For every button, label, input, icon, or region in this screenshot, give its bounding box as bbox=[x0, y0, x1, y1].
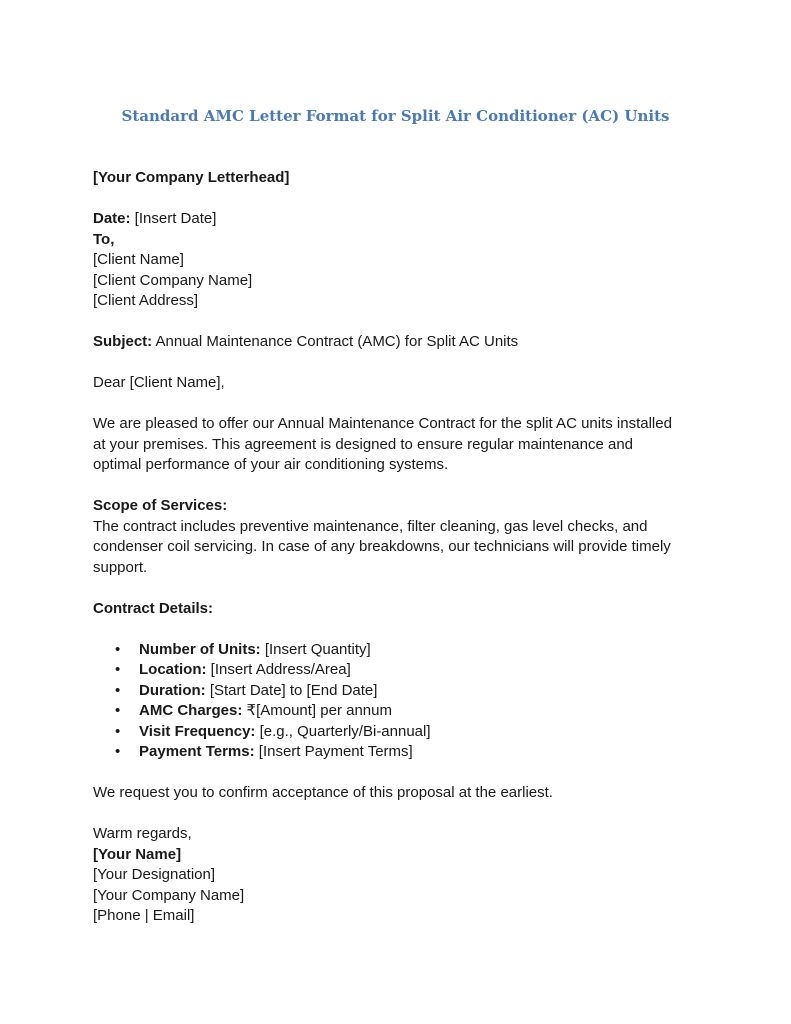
sender-name: [Your Name] bbox=[93, 845, 182, 863]
letter-body bbox=[93, 168, 713, 927]
sender-designation: [Your Designation] bbox=[93, 866, 216, 883]
subject-line bbox=[93, 332, 713, 353]
client-address: [Client Address] bbox=[93, 292, 199, 309]
scope-line: support. bbox=[93, 558, 148, 576]
contract-details-list bbox=[93, 640, 713, 763]
intro-line: optimal performance of your air conditioning systems. bbox=[93, 456, 449, 473]
list-item: • Payment Terms: [Insert Payment Terms] bbox=[93, 742, 713, 763]
to-label: To, bbox=[93, 230, 115, 248]
scope-line: condenser coil servicing. In case of any breakdowns, our technicians will provide timely bbox=[93, 538, 671, 555]
list-item: • Visit Frequency: [e.g., Quarterly/Bi-annual] bbox=[93, 722, 713, 743]
subject-label: Subject: bbox=[93, 333, 153, 350]
intro-line: at your premises. This agreement is designed to ensure regular maintenance and bbox=[93, 435, 634, 453]
scope-section bbox=[93, 496, 713, 578]
intro-paragraph bbox=[93, 414, 713, 476]
contract-details-heading: Contract Details: bbox=[93, 599, 214, 617]
salutation: Dear [Client Name], bbox=[93, 374, 225, 391]
scope-heading: Scope of Services: bbox=[93, 497, 228, 514]
closing-request: We request you to confirm acceptance of this proposal at the earliest. bbox=[93, 784, 553, 801]
subject-value: Annual Maintenance Contract (AMC) for Split AC Units bbox=[152, 333, 519, 350]
regards: Warm regards, bbox=[93, 825, 192, 842]
date-value: [Insert Date] bbox=[130, 210, 217, 227]
sender-contact: [Phone | Email] bbox=[93, 907, 195, 924]
date-label: Date: bbox=[93, 210, 131, 227]
list-item: • AMC Charges: ₹[Amount] per annum bbox=[93, 701, 713, 722]
signoff bbox=[93, 824, 713, 927]
sender-company: [Your Company Name] bbox=[93, 886, 245, 904]
intro-line: We are pleased to offer our Annual Maintenance Contract for the split AC units installed bbox=[93, 415, 672, 432]
client-name: [Client Name] bbox=[93, 251, 184, 268]
letterhead: [Your Company Letterhead] bbox=[93, 169, 290, 186]
scope-line: The contract includes preventive maintenance, filter cleaning, gas level checks, and bbox=[93, 517, 648, 535]
list-item: • Number of Units: [Insert Quantity] bbox=[93, 640, 713, 661]
date-line bbox=[93, 209, 713, 230]
list-item: • Location: [Insert Address/Area] bbox=[93, 660, 713, 681]
document-title: Standard AMC Letter Format for Split Air Conditioner (AC) Units bbox=[121, 107, 670, 125]
client-company-name: [Client Company Name] bbox=[93, 271, 253, 289]
list-item: • Duration: [Start Date] to [End Date] bbox=[93, 681, 713, 702]
